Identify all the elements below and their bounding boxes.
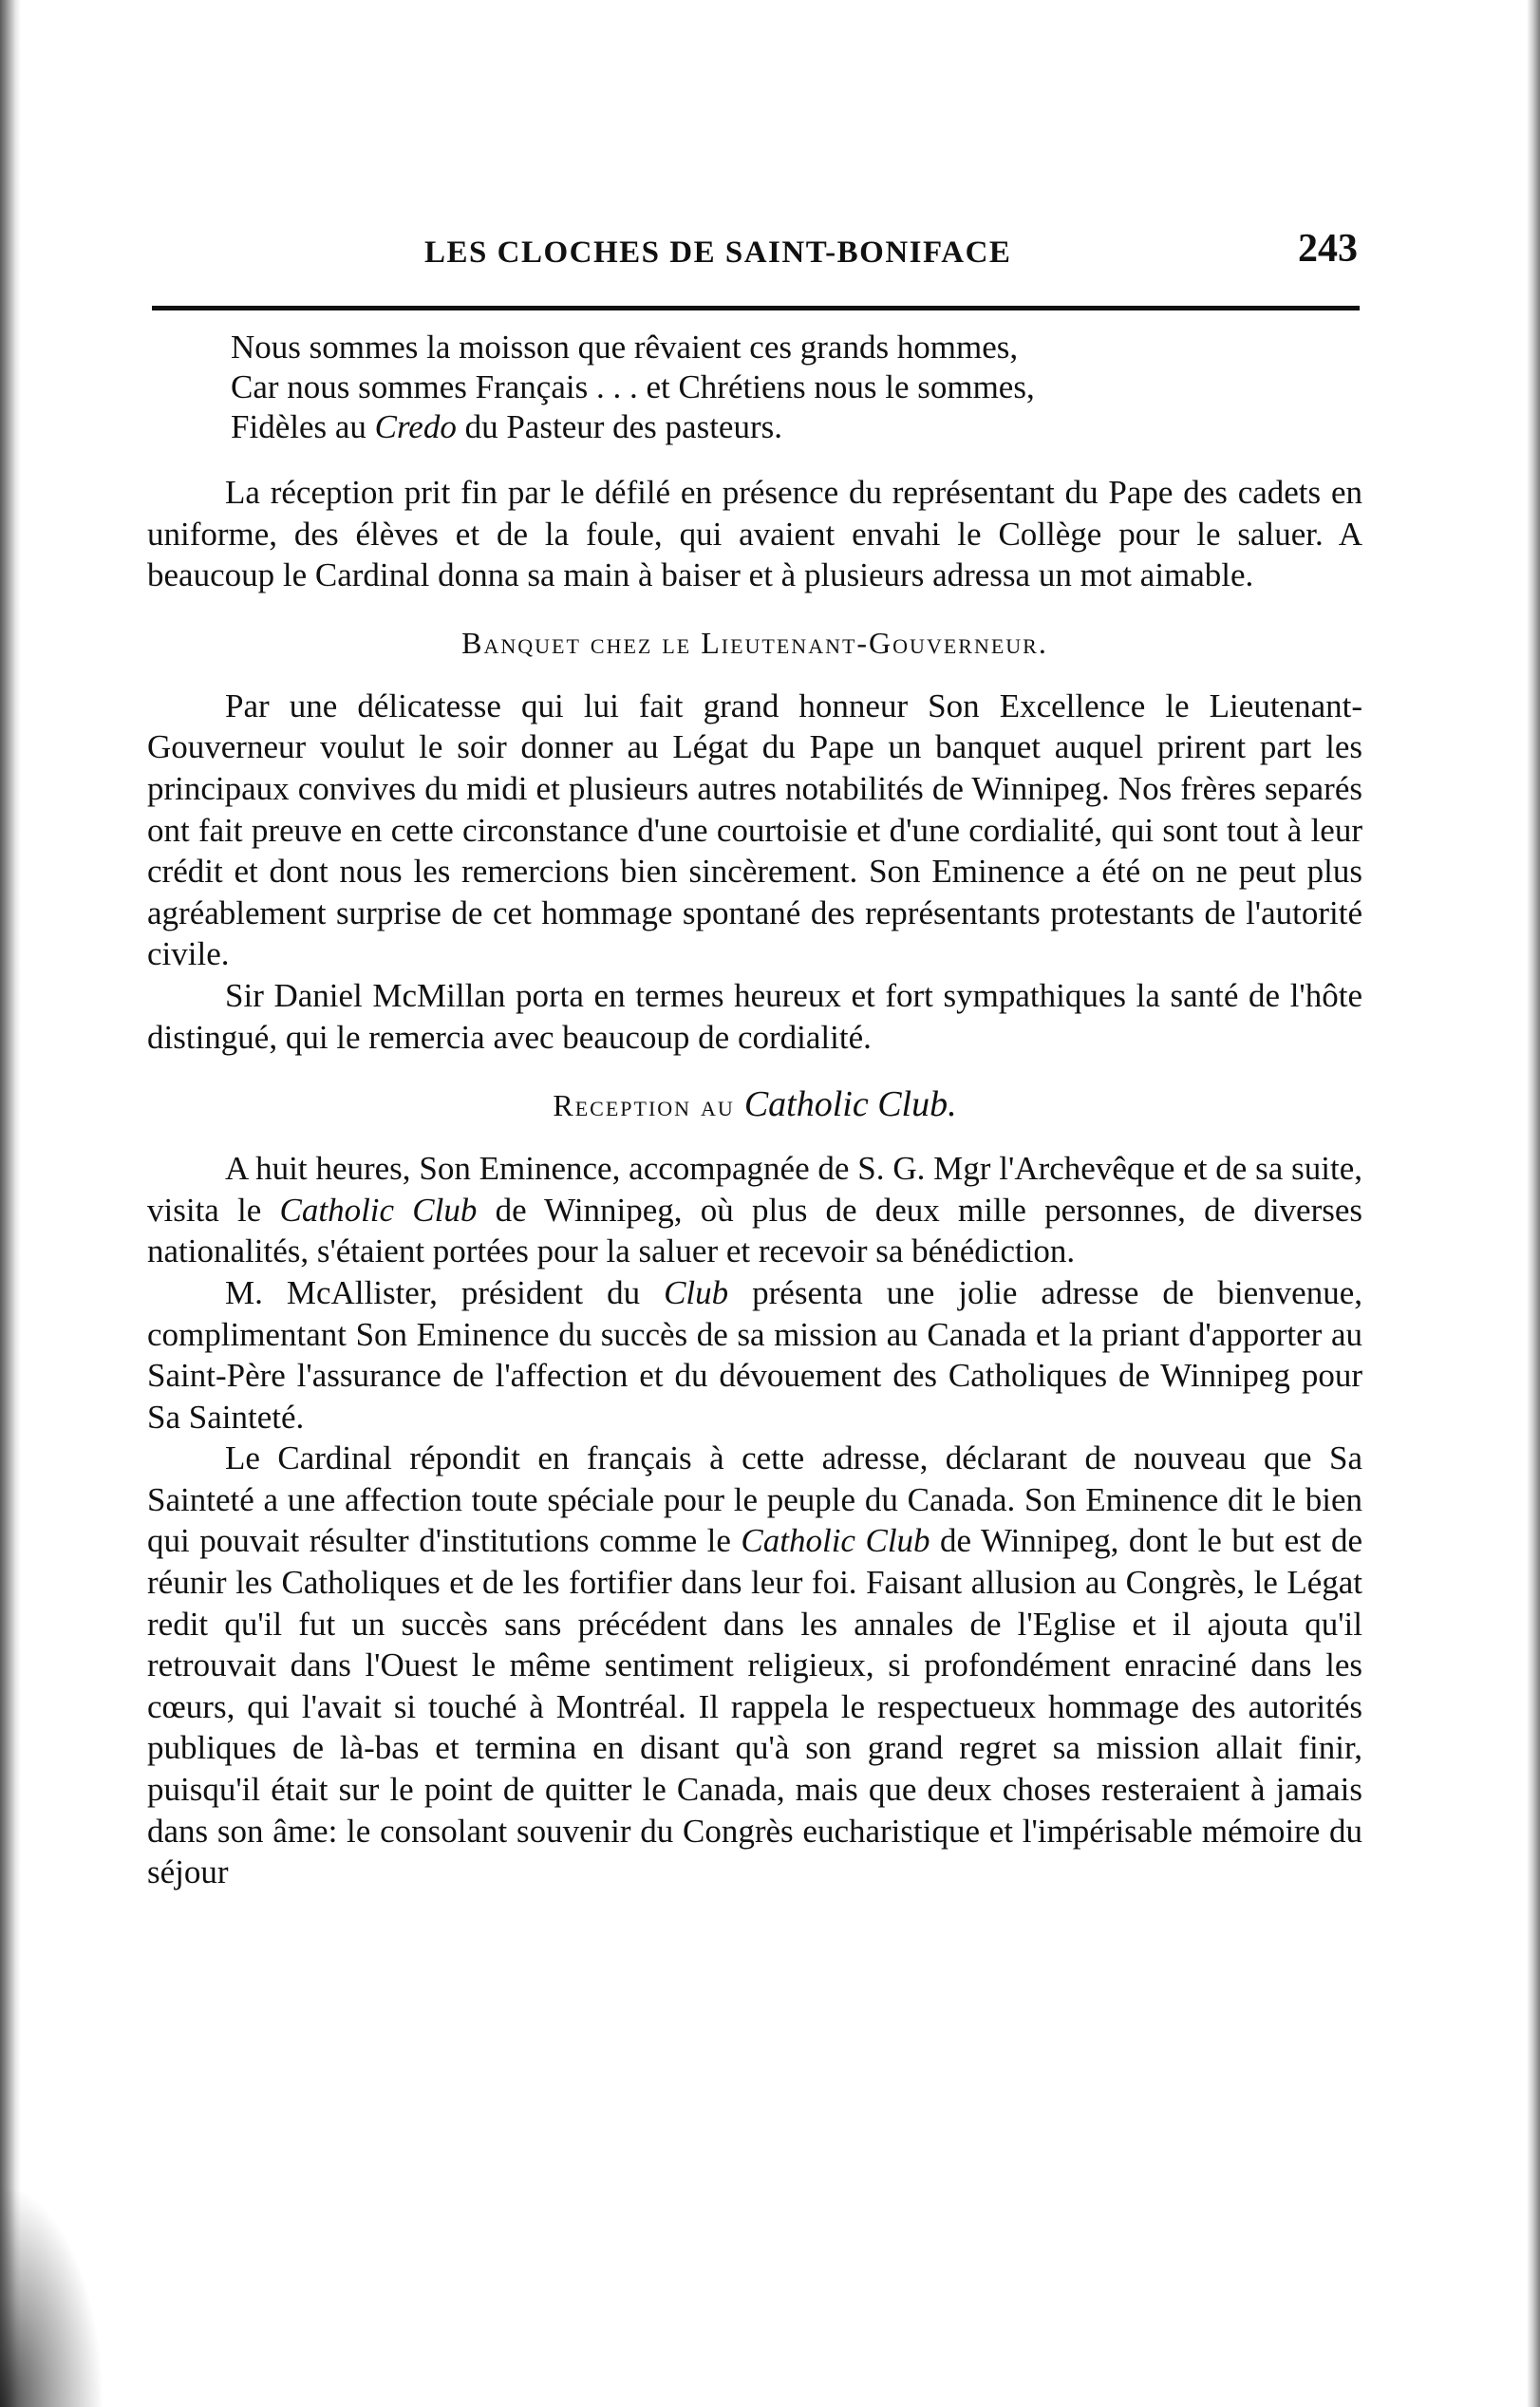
verse-line-2: Car nous sommes Français . . . et Chrétiens nous le sommes,	[231, 368, 1035, 405]
verse-line-3-start: Fidèles au	[231, 408, 375, 445]
verse-credo: Credo	[374, 408, 457, 445]
paragraph-visit	[147, 1148, 1362, 1272]
club-word: Club	[664, 1273, 729, 1311]
paragraph-reply-end: de Winnipeg, dont le but est de réunir les Catholiques et de les fortifier dans leur foi. Faisant allusion au Congrès, le Légat redit qu'il fut un succès sans précédent dans les annales de l'Eglise et il ajouta qu'il retrouvait dans l'Ouest le même sentiment religieux, si profondément enraciné dans les cœurs, qui l'avait si touché à Montréal. Il rappela le respectueux hommage des autorités publiques de là-bas et termina en disant qu'à son grand regret sa mission allait finir, puisqu'il était sur le point de quitter le Canada, mais que deux choses resteraient à jamais dans son âme: le consolant souvenir du Congrès eucharistique et l'impérisable mémoire du séjour	[147, 1522, 1363, 1891]
club-name: Catholic Club	[279, 1191, 478, 1229]
verse-block	[231, 328, 1362, 447]
paragraph-visit-start: A huit heures, Son Eminence, accompagnée de S. G. Mgr l'Archevêque et de sa suite, visita le	[147, 1150, 1362, 1229]
verse-line-1: Nous sommes la moisson que rêvaient ces grands hommes,	[231, 329, 1019, 366]
running-title: LES CLOCHES DE SAINT-BONIFACE	[424, 235, 1012, 270]
section-heading-banquet: Banquet chez le Lieutenant-Gouverneur.	[461, 625, 1048, 660]
heading-club-name: Catholic Club.	[743, 1084, 957, 1125]
paragraph-visit-end: de Winnipeg, où plus de deux mille personnes, de diverses nationalités, s'étaient portées pour la saluer et recevoir sa bénédiction.	[147, 1191, 1363, 1270]
running-head	[152, 226, 1367, 283]
paragraph-cardinal-reply	[147, 1438, 1362, 1893]
paragraph-banquet: Par une délicatesse qui lui fait grand honneur Son Excellence le Lieutenant-Gouverneur voulut le soir donner au Légat du Pape un banquet auquel prirent part les principaux convives du midi et plusieurs autres notabilités de Winnipeg. Nos frères separés ont fait preuve en cette circonstance d'une courtoisie et d'une cordialité, qui sont tout à leur crédit et dont nous les remercions bien sincèrement. Son Eminence a été on ne peut plus agréablement surprise de cet hommage spontané des représentants protestants de l'autorité civile.	[147, 686, 1362, 973]
section-heading-catholic-club	[147, 1079, 1362, 1131]
page-body	[147, 328, 1362, 1893]
page-edge-left	[0, 0, 21, 2407]
page-number: 243	[1298, 227, 1358, 271]
paragraph-mcmillan: Sir Daniel McMillan porta en termes heureux et fort sympathiques la santé de l'hôte distingué, qui le remercia avec beaucoup de cordialité.	[147, 976, 1362, 1056]
paragraph-mcallister-start: M. McAllister, président du	[225, 1273, 665, 1311]
header-rule	[152, 306, 1360, 310]
paragraph-reply-start: Le Cardinal répondit en français à cette adresse, déclarant de nouveau que Sa Sainteté a une affection toute spéciale pour le peuple du Canada. Son Eminence dit le bien qui pouvait résulter d'institutions comme le	[147, 1439, 1362, 1560]
club-name-2: Catholic Club	[741, 1522, 930, 1560]
verse-line-3-end: du Pasteur des pasteurs.	[456, 408, 782, 445]
paragraph-reception-end: La réception prit fin par le défilé en présence du représentant du Pape des cadets en uniforme, des élèves et de la foule, qui avaient envahi le Collège pour le saluer. A beaucoup le Cardinal donna sa main à baiser et à plusieurs adressa un mot aimable.	[147, 474, 1362, 594]
verse-line-3	[231, 407, 1362, 447]
page-edge-right	[1527, 0, 1540, 2407]
paragraph-mcallister	[147, 1272, 1362, 1438]
paragraph-mcallister-end: présenta une jolie adresse de bienvenue, complimentant Son Eminence du succès de sa mission au Canada et la priant d'apporter au Saint-Père l'assurance de l'affection et du dévouement des Catholiques de Winnipeg pour Sa Sainteté.	[147, 1273, 1362, 1436]
page-corner-shadow	[0, 2184, 104, 2407]
heading-prefix: Reception au	[553, 1088, 744, 1123]
